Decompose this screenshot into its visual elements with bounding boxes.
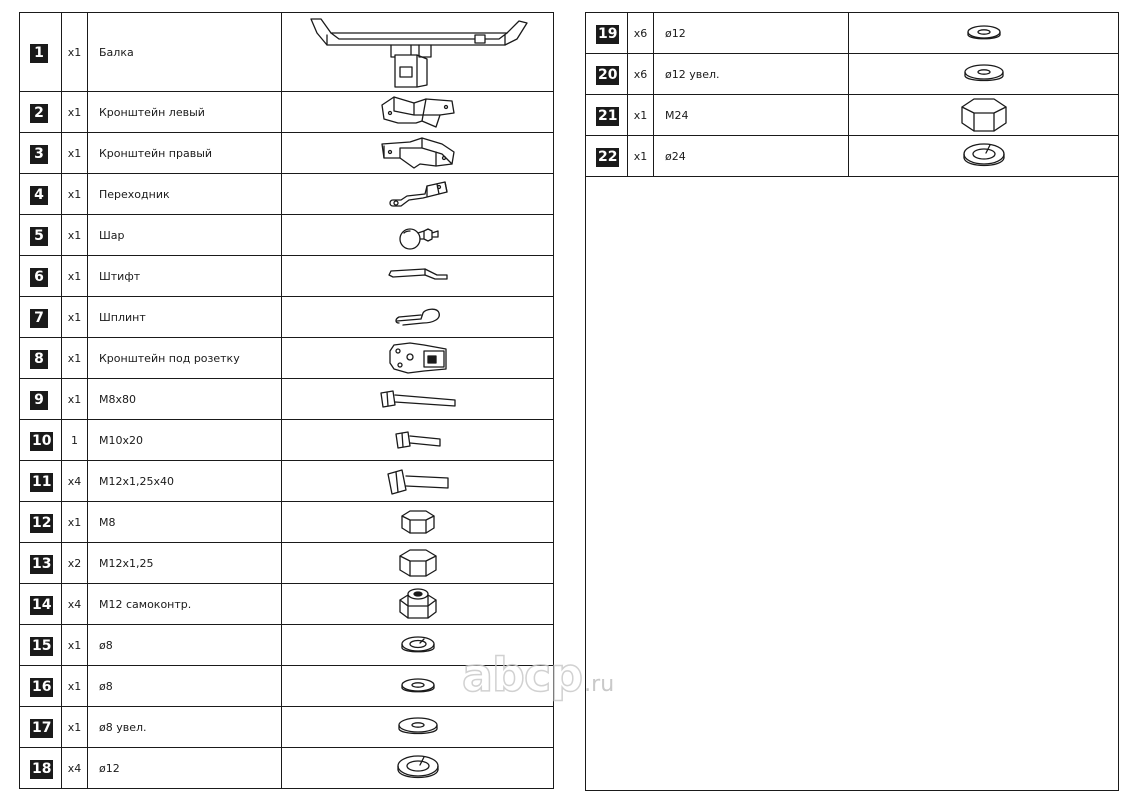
part-number-cell	[20, 256, 62, 297]
empty-area	[586, 177, 1119, 791]
socket-bracket-icon	[386, 341, 450, 375]
spring-washer-icon	[398, 634, 438, 656]
part-row	[20, 420, 554, 461]
part-number-badge: 3	[30, 145, 48, 164]
part-row	[20, 461, 554, 502]
lock-nut-icon	[396, 586, 440, 622]
part-number-cell	[586, 13, 628, 54]
long-bolt-icon	[377, 388, 459, 410]
part-image-cell	[282, 748, 554, 789]
part-image-cell	[849, 13, 1119, 54]
watermark-logo: abcp	[462, 648, 583, 702]
part-number-badge: 21	[598, 107, 618, 124]
part-name: Кронштейн левый	[88, 92, 282, 133]
part-number-badge: 9	[30, 391, 48, 410]
small-hex-nut-icon	[398, 508, 438, 536]
part-row	[20, 297, 554, 338]
part-quantity: x1	[62, 625, 88, 666]
part-row	[586, 136, 1119, 177]
part-image-cell	[282, 543, 554, 584]
part-number-cell	[586, 136, 628, 177]
part-quantity: x1	[62, 133, 88, 174]
part-image-cell	[282, 707, 554, 748]
pin-icon	[385, 267, 451, 285]
part-image-cell	[282, 133, 554, 174]
part-row	[20, 543, 554, 584]
part-number-cell	[586, 54, 628, 95]
part-name: ø8 увел.	[88, 707, 282, 748]
part-image-cell	[282, 256, 554, 297]
enlarged-washer-icon	[396, 717, 440, 737]
flat-washer-icon	[964, 24, 1004, 42]
part-name: Шплинт	[88, 297, 282, 338]
part-quantity: x1	[62, 215, 88, 256]
part-name: ø12	[654, 13, 849, 54]
part-number-badge: 2	[30, 104, 48, 123]
part-number-cell	[20, 502, 62, 543]
part-number-cell	[20, 338, 62, 379]
large-hex-nut-icon	[958, 95, 1010, 135]
part-row	[20, 748, 554, 789]
part-number-badge: 13	[32, 555, 52, 572]
part-image-cell	[282, 297, 554, 338]
part-name: ø12	[88, 748, 282, 789]
part-image-cell	[282, 174, 554, 215]
part-image-cell	[849, 136, 1119, 177]
part-number-badge: 19	[598, 25, 618, 42]
part-number-badge: 5	[30, 227, 48, 246]
part-name: Кронштейн под розетку	[88, 338, 282, 379]
part-image-cell	[849, 95, 1119, 136]
part-quantity: 1	[62, 420, 88, 461]
part-number-badge: 10	[32, 432, 52, 449]
part-number-badge: 22	[598, 148, 618, 165]
part-quantity: x2	[62, 543, 88, 584]
part-quantity: x1	[62, 707, 88, 748]
part-name: M10x20	[88, 420, 282, 461]
part-number-cell	[20, 707, 62, 748]
cotter-pin-icon	[393, 305, 443, 329]
part-number-badge: 12	[32, 514, 52, 531]
part-number-cell	[20, 666, 62, 707]
part-number-cell	[586, 95, 628, 136]
part-image-cell	[282, 379, 554, 420]
part-number-badge: 6	[30, 268, 48, 287]
part-image-cell	[282, 92, 554, 133]
part-name: M12x1,25x40	[88, 461, 282, 502]
part-number-badge: 14	[32, 596, 52, 613]
right-bracket-icon	[378, 134, 458, 172]
part-quantity: x1	[628, 95, 654, 136]
part-number-cell	[20, 13, 62, 92]
part-name: M12 самоконтр.	[88, 584, 282, 625]
part-number-cell	[20, 461, 62, 502]
part-quantity: x4	[62, 748, 88, 789]
part-number-badge: 1	[30, 44, 48, 63]
adapter-icon	[387, 178, 449, 210]
part-quantity: x4	[62, 461, 88, 502]
part-quantity: x1	[62, 379, 88, 420]
part-image-cell	[282, 461, 554, 502]
part-number-cell	[20, 420, 62, 461]
part-row	[20, 707, 554, 748]
enlarged-washer-icon	[962, 64, 1006, 84]
large-spring-washer-icon	[394, 753, 442, 783]
tow-ball-icon	[394, 219, 442, 251]
empty-cell	[586, 177, 1119, 791]
part-name: Шар	[88, 215, 282, 256]
part-name: M12x1,25	[88, 543, 282, 584]
flat-washer-icon	[398, 677, 438, 695]
part-image-cell	[282, 502, 554, 543]
part-number-cell	[20, 748, 62, 789]
part-number-cell	[20, 92, 62, 133]
left-bracket-icon	[378, 93, 458, 131]
part-quantity: x1	[628, 136, 654, 177]
part-image-cell	[282, 215, 554, 256]
part-name: ø8	[88, 625, 282, 666]
part-row	[20, 92, 554, 133]
part-number-badge: 4	[30, 186, 48, 205]
part-quantity: x1	[62, 174, 88, 215]
watermark	[462, 648, 614, 702]
part-number-cell	[20, 584, 62, 625]
part-image-cell	[282, 420, 554, 461]
part-row	[20, 215, 554, 256]
part-number-badge: 15	[32, 637, 52, 654]
part-quantity: x1	[62, 256, 88, 297]
part-quantity: x1	[62, 13, 88, 92]
part-image-cell	[282, 13, 554, 92]
part-quantity: x4	[62, 584, 88, 625]
part-number-cell	[20, 215, 62, 256]
part-number-badge: 18	[32, 760, 52, 777]
tow-beam-icon	[303, 13, 533, 91]
part-quantity: x1	[62, 502, 88, 543]
part-number-cell	[20, 379, 62, 420]
part-number-badge: 20	[598, 66, 618, 83]
part-number-cell	[20, 133, 62, 174]
hex-nut-icon	[396, 547, 440, 579]
part-image-cell	[282, 584, 554, 625]
part-row	[20, 502, 554, 543]
part-name: M8x80	[88, 379, 282, 420]
part-number-badge: 16	[32, 678, 52, 695]
part-name: Штифт	[88, 256, 282, 297]
part-quantity: x1	[62, 297, 88, 338]
part-row	[20, 174, 554, 215]
watermark-domain: .ru	[584, 672, 615, 697]
part-name: M24	[654, 95, 849, 136]
part-number-cell	[20, 543, 62, 584]
part-name: ø24	[654, 136, 849, 177]
part-name: ø12 увел.	[654, 54, 849, 95]
part-name: Кронштейн правый	[88, 133, 282, 174]
part-row	[20, 379, 554, 420]
part-name: M8	[88, 502, 282, 543]
part-row	[586, 95, 1119, 136]
part-number-cell	[20, 297, 62, 338]
part-row	[20, 13, 554, 92]
part-image-cell	[282, 338, 554, 379]
part-row	[20, 133, 554, 174]
part-name: Переходник	[88, 174, 282, 215]
short-bolt-icon	[392, 429, 444, 451]
part-quantity: x1	[62, 338, 88, 379]
part-number-badge: 11	[32, 473, 52, 490]
part-name: Балка	[88, 13, 282, 92]
part-row	[20, 584, 554, 625]
part-quantity: x1	[62, 92, 88, 133]
part-quantity: x6	[628, 54, 654, 95]
part-image-cell	[849, 54, 1119, 95]
part-row	[586, 13, 1119, 54]
part-quantity: x6	[628, 13, 654, 54]
part-name: ø8	[88, 666, 282, 707]
part-row	[586, 54, 1119, 95]
part-number-badge: 7	[30, 309, 48, 328]
part-row	[20, 256, 554, 297]
part-row	[20, 338, 554, 379]
part-number-badge: 8	[30, 350, 48, 369]
part-number-cell	[20, 174, 62, 215]
part-number-badge: 17	[32, 719, 52, 736]
parts-table-right	[585, 12, 1119, 791]
part-number-cell	[20, 625, 62, 666]
large-spring-washer-icon	[960, 141, 1008, 171]
part-quantity: x1	[62, 666, 88, 707]
large-bolt-icon	[384, 466, 452, 496]
